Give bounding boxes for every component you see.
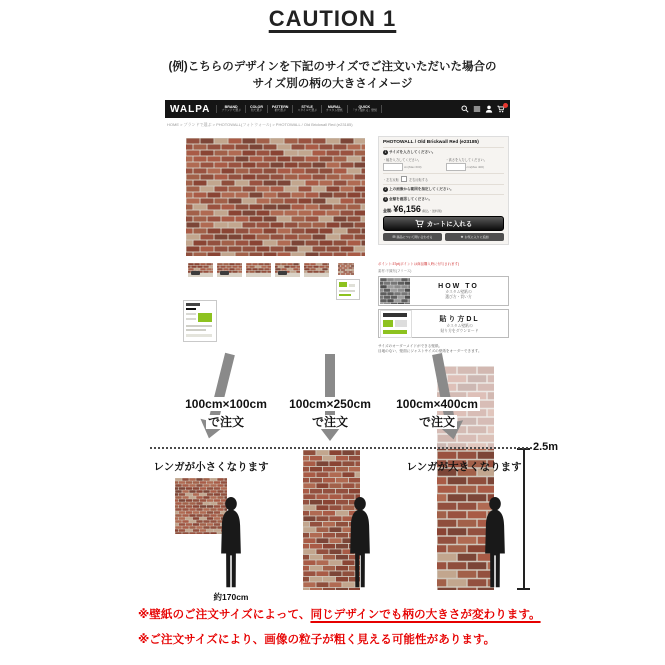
doc-deco — [339, 282, 347, 287]
site-screenshot — [165, 98, 510, 360]
mail-icon: ✉ — [392, 235, 396, 239]
thumb-floor — [304, 273, 329, 277]
thumb-sofa — [278, 271, 287, 275]
nav-item-pattern[interactable]: PATTERN 柄で選ぶ — [267, 105, 292, 113]
intro-line-2: サイズ別の柄の大きさイメージ — [252, 78, 413, 90]
howto-text — [410, 283, 507, 300]
caution-note-1: ※壁紙のご注文サイズによって、同じデザインでも柄の大きさが変わります。 — [138, 608, 541, 621]
thumb-sofa — [191, 271, 200, 275]
ruler-cap-bottom — [517, 588, 530, 590]
howto-line-2: 選び方・買い方 — [445, 294, 472, 299]
thumbnail-doc[interactable] — [336, 279, 360, 300]
thumbnail-5[interactable] — [304, 263, 329, 277]
flip-checkbox[interactable] — [401, 176, 407, 182]
step2-label: 上の画像から範囲を指定してください。 — [389, 187, 454, 191]
cart-button-label: カートに入れる — [426, 221, 473, 228]
secondary-buttons — [383, 233, 504, 241]
sheet-deco — [186, 313, 196, 315]
sheet-deco — [186, 308, 196, 310]
thumb-sofa — [220, 271, 229, 275]
howto-thumb — [380, 278, 410, 304]
order-label-100x250: 100cm×250cm で注文 — [289, 397, 371, 429]
thumbnail-4[interactable] — [275, 263, 300, 277]
flip-label: ・左右反転 — [383, 177, 399, 182]
download-line-1: カスタム壁紙の — [446, 323, 473, 328]
height-label: ・高さを入力してください。 — [445, 158, 487, 162]
size-chart-image[interactable] — [183, 300, 217, 342]
person-height-label: 約170cm — [213, 592, 249, 602]
thumbnail-1[interactable] — [188, 263, 213, 277]
doc-deco — [349, 284, 355, 287]
person-silhouette-2 — [345, 495, 375, 590]
howto-title: HOW TO — [438, 282, 479, 290]
width-label: ・幅を入力してください。 — [383, 158, 422, 162]
howto-line-1: カスタム壁紙の — [445, 289, 472, 294]
step2-badge: 2 — [384, 187, 387, 191]
flip-row — [383, 173, 504, 182]
search-icon[interactable] — [461, 105, 469, 113]
price-note: (税込・送料別) — [421, 209, 442, 213]
doc-deco — [383, 320, 393, 327]
download-text — [412, 314, 507, 334]
breadcrumb[interactable]: HOME > ブランドで選ぶ > PHOTOWALL(フォトウォール) > PHOTOWALL / Old Brickwall Red (e23185) — [167, 122, 353, 127]
nav-menu — [216, 105, 461, 113]
thumb-bricks — [338, 263, 354, 275]
favorite-button[interactable]: ★ お気に入りに追加 — [445, 233, 504, 241]
height-suffix: cm(Max 400) — [466, 165, 485, 169]
sheet-deco — [186, 334, 212, 337]
price-value: ¥6,156 — [393, 204, 421, 214]
price-row — [383, 204, 504, 214]
thumbnail-2[interactable] — [217, 263, 242, 277]
cart-badge — [503, 103, 508, 108]
sheet-deco — [198, 313, 212, 322]
cart-icon[interactable] — [497, 105, 505, 113]
point-note: ポイント:37pt(ポイントは商品購入時に付与されます) — [378, 262, 460, 266]
step-3 — [383, 194, 504, 202]
caution-note-2: ※ご注文サイズにより、画像の粒子が粗く見える可能性があります。 — [138, 633, 496, 646]
nav-item-style[interactable]: STYLE スタイルで選ぶ — [292, 105, 321, 113]
person-silhouette-3 — [480, 495, 510, 590]
howto-thumb-bricks — [380, 278, 410, 304]
caption-small-bricks: レンガが小さくなります — [153, 461, 269, 473]
doc-deco — [339, 294, 351, 296]
add-to-cart-button[interactable] — [383, 216, 504, 231]
site-footnote-1: サイズのオーダーメイドができる壁紙。 — [378, 344, 443, 348]
order-label-100x400: 100cm×400cm で注文 — [396, 397, 478, 429]
step-2 — [383, 184, 504, 192]
nav-item-brand[interactable]: BRAND ブランドで選ぶ — [216, 105, 245, 113]
product-title: PHOTOWALL / Old Brickwall Red (e23185) — [383, 140, 479, 145]
doc-deco — [383, 330, 407, 334]
caption-large-bricks: レンガが大きくなります — [406, 461, 522, 473]
intro-line-1: (例)こちらのデザインを下記のサイズでご注文いただいた場合の — [168, 61, 497, 73]
order-panel — [378, 136, 509, 245]
thumbnail-6[interactable] — [338, 263, 354, 275]
download-link[interactable] — [378, 309, 509, 338]
thumb-floor — [246, 273, 271, 277]
sheet-deco — [186, 318, 196, 320]
order-label-100x100: 100cm×100cm で注文 — [185, 397, 267, 429]
doc-deco — [339, 290, 355, 292]
download-thumb — [380, 310, 412, 338]
sheet-deco — [186, 303, 200, 306]
width-suffix: cm(Max 600) — [404, 165, 422, 169]
size-inputs — [383, 157, 504, 171]
step1-badge: 1 — [384, 150, 387, 154]
price-label: 金額: — [383, 208, 393, 213]
site-footnote-2: 目地のない、壁面にジャストサイズの壁紙をオーダーできます。 — [378, 349, 482, 354]
nav-item-color[interactable]: COLOR 色で選ぶ — [245, 105, 267, 113]
step3-label: 金額を確認してください。 — [389, 197, 433, 201]
caution-notes — [138, 607, 658, 648]
step-1 — [383, 147, 504, 155]
doc-deco — [383, 313, 407, 317]
nav-icons — [461, 105, 505, 113]
star-icon: ★ — [460, 235, 464, 239]
account-icon[interactable] — [485, 105, 493, 113]
walpa-logo[interactable]: WALPA — [170, 103, 211, 115]
ceiling-line — [150, 447, 532, 449]
page-title: CAUTION 1 — [268, 6, 397, 31]
ceiling-height-label: 2.5m — [533, 441, 559, 453]
step3-badge: 3 — [384, 197, 387, 201]
width-input[interactable] — [383, 163, 403, 171]
nav-item-quick[interactable]: QUICK 「すぐ貼れる」壁紙 — [347, 105, 382, 113]
nav-item-mural[interactable]: MURAL カスタム壁紙 — [321, 105, 347, 113]
inquiry-button[interactable]: ✉ 商品について問い合わせる — [383, 233, 442, 241]
intro-text — [0, 59, 665, 93]
site-navbar — [165, 100, 510, 118]
list-icon[interactable] — [473, 105, 481, 113]
download-title: 貼り方DL — [439, 315, 480, 323]
sheet-deco — [186, 329, 206, 331]
sheet-deco — [186, 325, 212, 327]
height-input[interactable] — [446, 163, 466, 171]
thumbnail-3[interactable] — [246, 263, 271, 277]
step1-label: サイズを入力してください。 — [389, 150, 436, 154]
download-line-2: 貼り方をダウンロード — [440, 328, 479, 333]
doc-deco — [395, 320, 407, 327]
product-image[interactable] — [186, 138, 365, 256]
person-silhouette-1 — [216, 495, 246, 590]
cart-button-icon — [415, 219, 424, 228]
howto-link[interactable] — [378, 276, 509, 306]
material-note: 素材:不織布(フリース) — [378, 269, 412, 273]
flip-option-label: 左右反転する — [408, 177, 429, 182]
brick-photo — [186, 138, 365, 256]
